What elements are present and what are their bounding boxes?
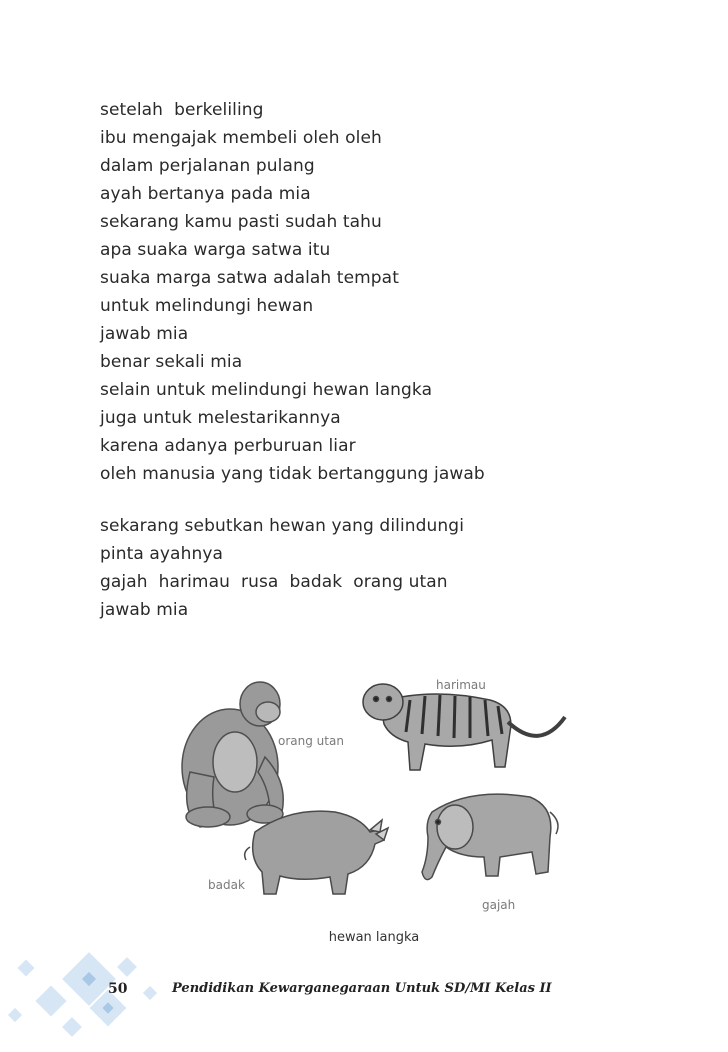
poem-stanza-1 (100, 96, 620, 488)
poem-line: benar sekali mia (100, 352, 243, 372)
poem-line: untuk melindungi hewan (100, 296, 314, 316)
poem-line: suaka marga satwa adalah tempat (100, 268, 399, 288)
poem-line: setelah berkeliling (100, 100, 264, 120)
label-tiger: harimau (436, 678, 486, 692)
poem-line: pinta ayahnya (100, 544, 223, 564)
poem-stanza-2 (100, 512, 620, 624)
poem-line: karena adanya perburuan liar (100, 436, 356, 456)
endangered-animals-illustration (170, 662, 590, 930)
label-elephant: gajah (482, 898, 516, 912)
poem-line: dalam perjalanan pulang (100, 156, 315, 176)
poem-line: selain untuk melindungi hewan langka (100, 380, 433, 400)
poem-line: sekarang sebutkan hewan yang dilindungi (100, 516, 465, 536)
poem-line: apa suaka warga satwa itu (100, 240, 331, 260)
label-rhino: badak (208, 878, 245, 892)
poem-line: ibu mengajak membeli oleh oleh (100, 128, 382, 148)
poem-line: oleh manusia yang tidak bertanggung jawab (100, 464, 485, 484)
elephant-figure (422, 794, 558, 879)
label-orangutan: orang utan (278, 734, 344, 748)
poem-line: jawab mia (100, 600, 189, 620)
footer-decoration (0, 940, 330, 1052)
page-number: 50 (108, 981, 128, 997)
figure-caption: hewan langka (328, 930, 420, 945)
poem-line: gajah harimau rusa badak orang utan (100, 572, 448, 592)
poem-line: sekarang kamu pasti sudah tahu (100, 212, 382, 232)
poem-line: ayah bertanya pada mia (100, 184, 311, 204)
poem-line: jawab mia (100, 324, 189, 344)
poem-line: juga untuk melestarikannya (100, 408, 341, 428)
tiger-figure (363, 684, 565, 770)
orangutan-figure (182, 682, 283, 827)
book-title: Pendidikan Kewarganegaraan Untuk SD/MI Kelas II (172, 981, 552, 996)
